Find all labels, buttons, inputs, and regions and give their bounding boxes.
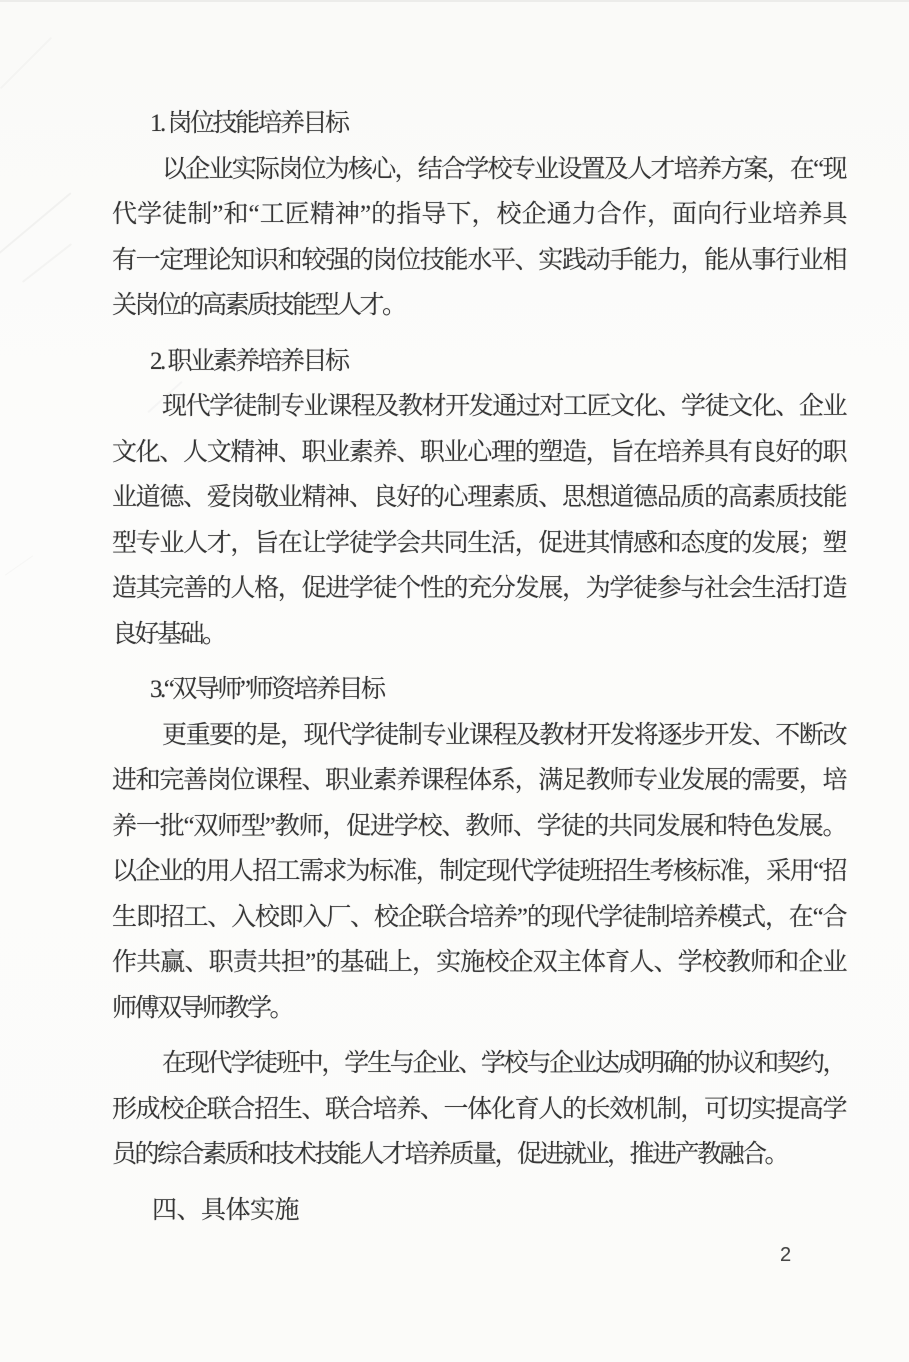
paragraph <box>112 147 845 329</box>
section-heading: 四、具体实施 <box>152 1195 300 1224</box>
text-line: 形成校企联合招生、联合培养、一体化育人的长效机制，可切实提高学 <box>112 1095 845 1123</box>
text-line: 关岗位的高素质技能型人才。 <box>112 292 405 319</box>
paragraph <box>112 1041 845 1178</box>
text-line: 造其完善的人格，促进学徒个性的充分发展，为学徒参与社会生活打造 <box>112 575 845 602</box>
text-line: 现代学徒制专业课程及教材开发通过对工匠文化、学徒文化、企业 <box>162 393 845 420</box>
section-subheading: 1. 岗位技能培养目标 <box>150 110 348 137</box>
text-line: 在现代学徒班中，学生与企业、学校与企业达成明确的协议和契约， <box>162 1050 845 1077</box>
text-line: 员的综合素质和技术技能人才培养质量，促进就业，推进产教融合。 <box>112 1141 788 1168</box>
text-line: 业道德、爱岗敬业精神、良好的心理素质、思想道德品质的高素质技能 <box>112 484 845 511</box>
scan-artifact <box>0 192 72 266</box>
paragraph <box>112 713 845 1032</box>
section-subheading: 3.“双导师”师资培养目标 <box>150 676 384 703</box>
paragraph <box>112 384 845 657</box>
text-line: 师傅双导师教学。 <box>112 994 293 1022</box>
text-line: 生即招工、入校即入厂、校企联合培养”的现代学徒制培养模式，在“合 <box>112 903 845 931</box>
text-line: 代学徒制”和“工匠精神”的指导下，校企通力合作，面向行业培养具 <box>112 201 845 228</box>
text-line: 以企业的用人招工需求为标准，制定现代学徒班招生考核标准，采用“招 <box>112 858 845 885</box>
section-subheading: 2. 职业素养培养目标 <box>150 347 348 375</box>
text-line: 作共赢、职责共担”的基础上，实施校企双主体育人、学校教师和企业 <box>112 949 845 976</box>
text-line: 文化、人文精神、职业素养、职业心理的塑造，旨在培养具有良好的职 <box>112 438 845 466</box>
text-line: 有一定理论知识和较强的岗位技能水平、实践动手能力，能从事行业相 <box>112 246 845 274</box>
scan-artifact <box>22 243 72 283</box>
text-line: 进和完善岗位课程、职业素养课程体系，满足教师专业发展的需要，培 <box>112 767 845 794</box>
text-line: 更重要的是，现代学徒制专业课程及教材开发将逐步开发、不断改 <box>162 721 845 749</box>
document-body <box>112 101 845 1233</box>
scan-edge-shadow <box>0 0 909 2</box>
page-number: 2 <box>780 1244 792 1266</box>
text-line: 型专业人才，旨在让学徒学会共同生活，促进其情感和态度的发展；塑 <box>112 529 845 557</box>
scan-artifact <box>5 555 33 575</box>
text-line: 良好基础。 <box>112 620 225 648</box>
text-line: 以企业实际岗位为核心，结合学校专业设置及人才培养方案，在“现 <box>162 155 845 183</box>
text-line: 养一批“双师型”教师，促进学校、教师、学徒的共同发展和特色发展。 <box>112 812 845 840</box>
scan-artifact <box>0 37 52 89</box>
